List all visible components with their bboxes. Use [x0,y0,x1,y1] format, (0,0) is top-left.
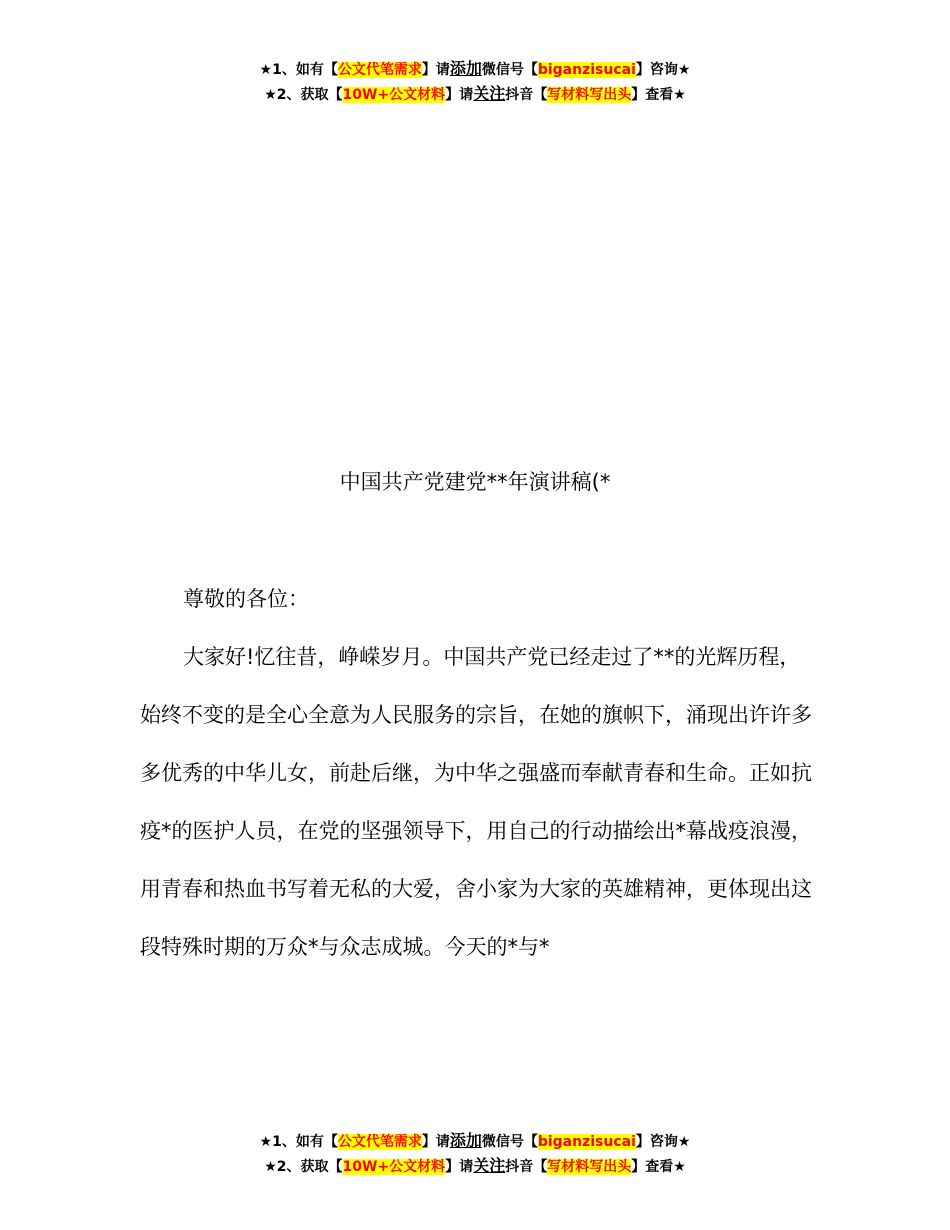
star-icon: ★ [677,1134,691,1150]
highlight-wechat-id: biganzisucai [537,1134,636,1150]
highlight-douyin-account: 写材料写出头 [547,87,632,103]
banner-text: 微信号 [481,62,524,78]
banner-text: 【 [523,1134,538,1150]
star-icon: ★ [264,87,277,103]
banner-text: 【 [523,62,538,78]
star-icon: ★ [673,87,686,103]
banner-text: 1、如有 [272,1134,324,1150]
footer-banner [0,1129,950,1179]
star-icon: ★ [673,1159,686,1175]
banner-text: 咨询 [649,1134,678,1150]
banner-text: 请 [435,62,450,78]
document-title: 中国共产党建党**年演讲稿(* [339,470,611,494]
banner-text: 【 [328,87,343,103]
highlight-douyin-account: 写材料写出头 [547,1159,632,1175]
emphasis-add: 添加 [449,1131,482,1150]
banner-line-1 [0,57,950,82]
emphasis-follow: 关注 [473,84,506,103]
banner-line-2 [0,82,950,107]
paragraph: 大家好!忆往昔，峥嵘岁月。中国共产党已经走过了**的光辉历程，始终不变的是全心全意为人民服务的宗旨，在她的旗帜下，涌现出许许多多优秀的中华儿女，前赴后继，为中华之强盛而奉献青春和生命。正如抗疫*的医护人员，在党的坚强领导下，用自己的行动描绘出*幕战疫浪漫，用青春和热血书写着无私的大爱，舍小家为大家的英雄精神，更体现出这段特殊时期的万众*与众志成城。今天的*与* [140,645,812,959]
emphasis-add: 添加 [449,59,482,78]
star-icon: ★ [259,62,273,78]
banner-text: 【 [323,62,338,78]
banner-text: 【 [533,1159,548,1175]
banner-text: 咨询 [649,62,678,78]
banner-text: 微信号 [481,1134,524,1150]
banner-line-1 [0,1129,950,1154]
banner-text: 】 [631,87,646,103]
banner-text: 】 [421,1134,436,1150]
banner-text: 【 [323,1134,338,1150]
header-banner [0,57,950,107]
banner-text: 请 [459,1159,474,1175]
highlight-materials: 10W+公文材料 [342,1159,446,1175]
banner-text: 【 [328,1159,343,1175]
banner-text: 2、获取 [276,1159,329,1175]
banner-text: 2、获取 [276,87,329,103]
highlight-service: 公文代笔需求 [337,62,422,78]
highlight-wechat-id: biganzisucai [537,62,636,78]
banner-text: 】 [631,1159,646,1175]
banner-text: 】 [635,1134,650,1150]
banner-text: 抖音 [505,87,534,103]
banner-text: 查看 [645,1159,674,1175]
banner-text: 抖音 [505,1159,534,1175]
banner-text: 请 [459,87,474,103]
banner-text: 】 [445,1159,460,1175]
highlight-materials: 10W+公文材料 [342,87,446,103]
banner-text: 请 [435,1134,450,1150]
highlight-service: 公文代笔需求 [337,1134,422,1150]
star-icon: ★ [264,1159,277,1175]
banner-text: 1、如有 [272,62,324,78]
star-icon: ★ [677,62,691,78]
salutation: 尊敬的各位： [183,587,309,611]
banner-text: 】 [445,87,460,103]
star-icon: ★ [259,1134,273,1150]
banner-text: 】 [635,62,650,78]
banner-line-2 [0,1154,950,1179]
banner-text: 【 [533,87,548,103]
banner-text: 】 [421,62,436,78]
emphasis-follow: 关注 [473,1156,506,1175]
document-body [140,570,812,976]
banner-text: 查看 [645,87,674,103]
